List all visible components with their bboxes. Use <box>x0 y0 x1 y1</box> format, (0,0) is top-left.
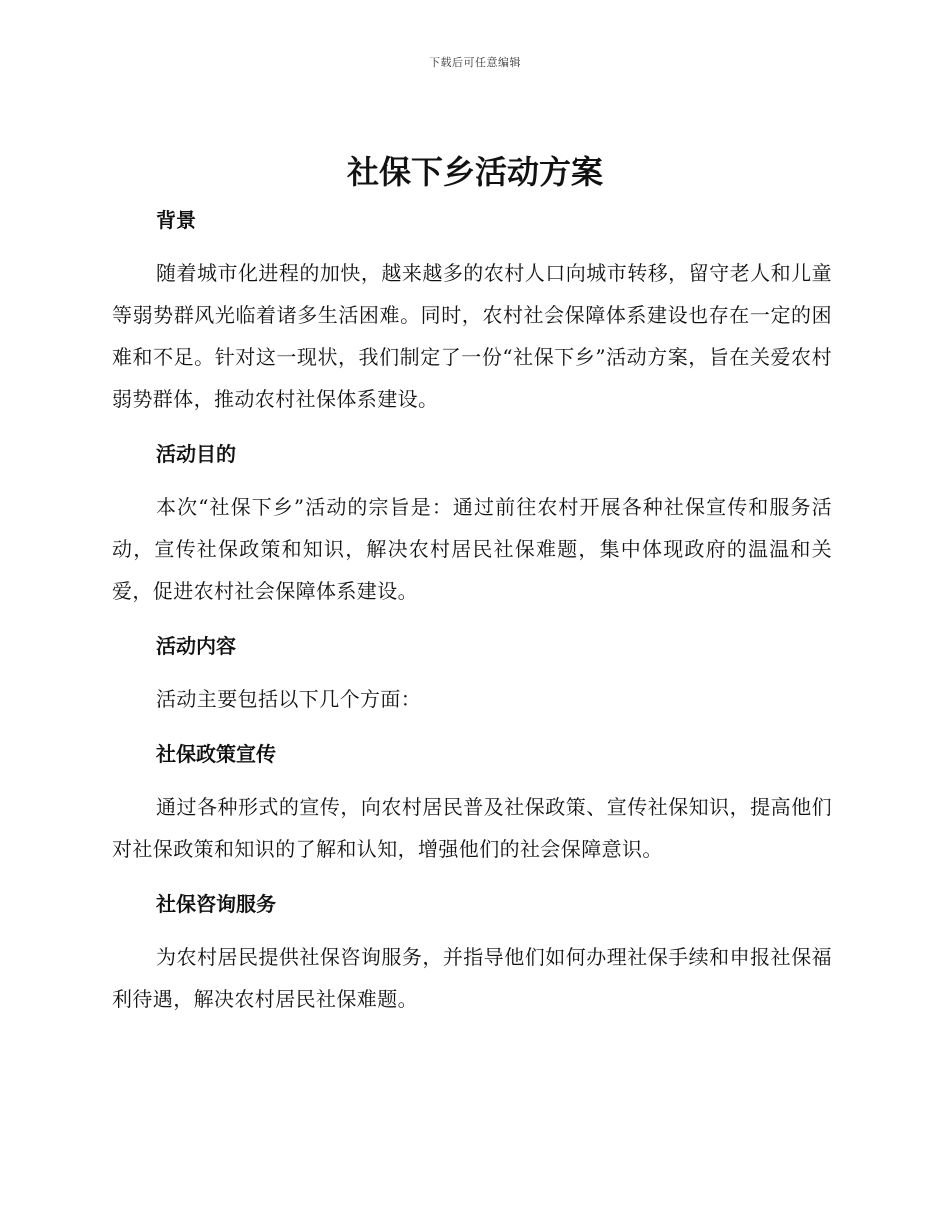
paragraph-policy: 通过各种形式的宣传，向农村居民普及社保政策、宣传社保知识，提高他们对社保政策和知识的了解和认知，增强他们的社会保障意识。 <box>112 795 832 861</box>
section-heading-policy: 社保政策宣传 <box>156 742 276 766</box>
paragraph-content: 活动主要包括以下几个方面： <box>156 687 422 711</box>
section-heading-background: 背景 <box>156 208 196 232</box>
section-heading-purpose: 活动目的 <box>156 442 236 466</box>
document-body <box>112 200 832 1020</box>
document-title: 社保下乡活动方案 <box>346 153 603 191</box>
section-heading-consult: 社保咨询服务 <box>156 892 276 916</box>
page-header-note: 下载后可任意编辑 <box>429 56 521 69</box>
paragraph-purpose: 本次“社保下乡”活动的宗旨是：通过前往农村开展各种社保宣传和服务活动，宣传社保政策和知识，解决农村居民社保难题，集中体现政府的温温和关爱，促进农村社会保障体系建设。 <box>112 495 832 603</box>
paragraph-consult: 为农村居民提供社保咨询服务，并指导他们如何办理社保手续和申报社保福利待遇，解决农村居民社保难题。 <box>112 945 832 1011</box>
paragraph-background: 随着城市化进程的加快，越来越多的农村人口向城市转移，留守老人和儿童等弱势群风光临着诸多生活困难。同时，农村社会保障体系建设也存在一定的困难和不足。针对这一现状，我们制定了一份“社保下乡”活动方案，旨在关爱农村弱势群体，推动农村社保体系建设。 <box>112 261 832 411</box>
section-heading-content: 活动内容 <box>156 634 236 658</box>
